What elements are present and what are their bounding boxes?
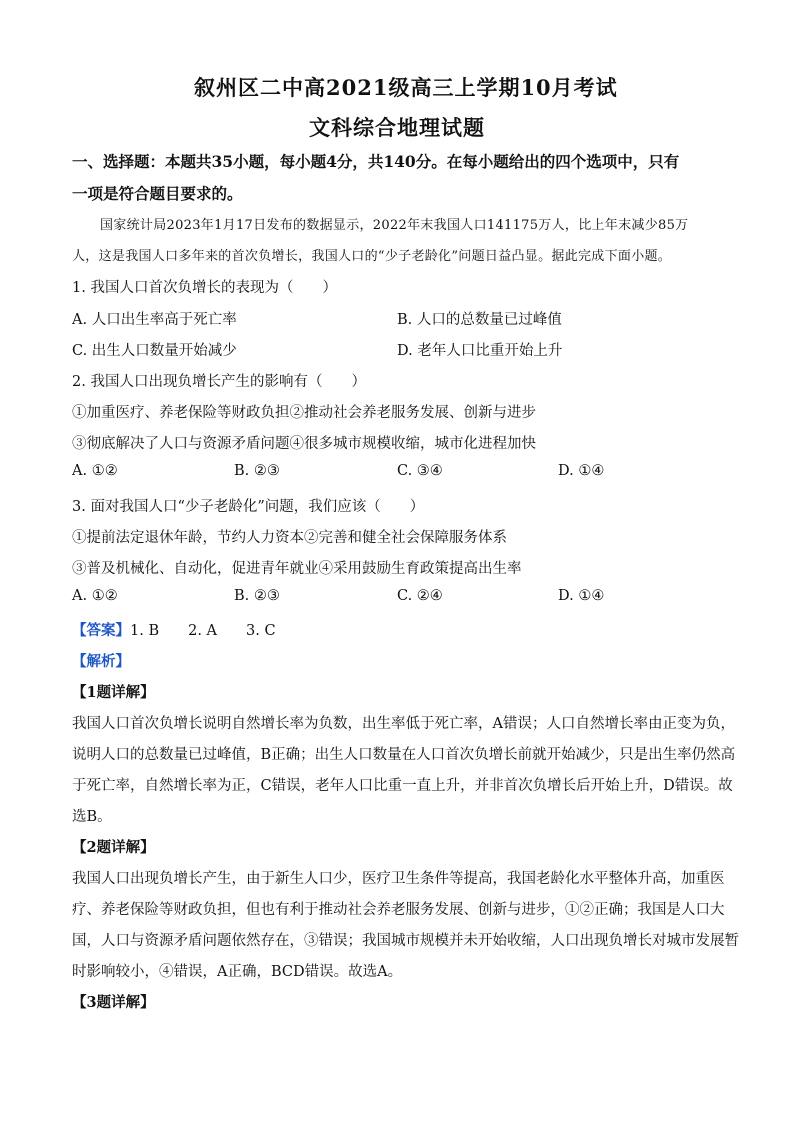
q3-stem: 3. 面对我国人口“少子老龄化”问题，我们应该（ ） — [72, 499, 425, 515]
page-title: 叙州区二中高2021级高三上学期10月考试 — [194, 75, 618, 100]
answer-label: 【答案】 — [72, 622, 130, 639]
q3-option-d: D. ①④ — [558, 588, 605, 604]
detail2-label: 【2题详解】 — [72, 839, 155, 856]
detail2-line4: 时影响较小，④错误，A正确，BCD错误。故选A。 — [72, 964, 403, 980]
answer-values: 1. B 2. A 3. C — [130, 623, 276, 639]
detail2-line3: 国，人口与资源矛盾问题依然存在，③错误；我国城市规模并未开始收缩，人口出现负增长对城市发展暂 — [72, 933, 739, 949]
analysis-label: 【解析】 — [72, 653, 130, 670]
detail1-label: 【1题详解】 — [72, 684, 155, 701]
intro-line1: 国家统计局2023年1月17日发布的数据显示，2022年末我国人口141175万人，比上年末减少85万 — [100, 218, 689, 233]
q2-option-d: D. ①④ — [558, 463, 605, 479]
detail2-line1: 我国人口出现负增长产生，由于新生人口少，医疗卫生条件等提高，我国老龄化水平整体升高，加重医 — [72, 871, 725, 887]
q2-option-c: C. ③④ — [397, 463, 443, 479]
q3-statements-2: ③普及机械化、自动化，促进青年就业④采用鼓励生育政策提高出生率 — [72, 561, 522, 577]
detail3-label: 【3题详解】 — [72, 994, 155, 1011]
q3-statements-1: ①提前法定退休年龄，节约人力资本②完善和健全社会保障服务体系 — [72, 530, 507, 546]
q2-statements-2: ③彻底解决了人口与资源矛盾问题④很多城市规模收缩，城市化进程加快 — [72, 436, 536, 452]
q3-option-a: A. ①② — [72, 588, 118, 604]
detail1-line1: 我国人口首次负增长说明自然增长率为负数，出生率低于死亡率，A错误；人口自然增长率由正变为负， — [72, 716, 735, 732]
intro-line2: 人，这是我国人口多年来的首次负增长，我国人口的“少子老龄化”问题日益凸显。据此完成下面小题。 — [72, 249, 672, 264]
q3-option-b: B. ②③ — [234, 588, 280, 604]
section-heading-line1: 一、选择题：本题共35小题，每小题4分，共140分。在每小题给出的四个选项中，只有 — [72, 152, 680, 171]
detail1-line4: 选B。 — [72, 809, 112, 825]
q2-statements-1: ①加重医疗、养老保险等财政负担②推动社会养老服务发展、创新与进步 — [72, 405, 536, 421]
page-subtitle: 文科综合地理试题 — [309, 115, 485, 140]
q2-option-a: A. ①② — [72, 463, 118, 479]
q1-option-b: B. 人口的总数量已过峰值 — [397, 312, 562, 328]
answer-line — [72, 619, 276, 640]
q1-option-a: A. 人口出生率高于死亡率 — [72, 312, 237, 328]
detail1-line3: 于死亡率，自然增长率为正，C错误，老年人口比重一直上升，并非首次负增长后开始上升，D错误。故 — [72, 778, 733, 794]
q1-stem: 1. 我国人口首次负增长的表现为（ ） — [72, 280, 337, 296]
detail1-line2: 说明人口的总数量已过峰值，B正确；出生人口数量在人口首次负增长前就开始减少，只是出生率仍然高 — [72, 747, 736, 763]
q2-option-b: B. ②③ — [234, 463, 280, 479]
detail2-line2: 疗、养老保险等财政负担，但也有利于推动社会养老服务发展、创新与进步，①②正确；我国是人口大 — [72, 902, 725, 918]
q2-stem: 2. 我国人口出现负增长产生的影响有（ ） — [72, 374, 366, 390]
q1-option-c: C. 出生人口数量开始减少 — [72, 343, 237, 359]
q3-option-c: C. ②④ — [397, 588, 443, 604]
section-heading-line2: 一项是符合题目要求的。 — [72, 184, 243, 203]
q1-option-d: D. 老年人口比重开始上升 — [397, 343, 563, 359]
